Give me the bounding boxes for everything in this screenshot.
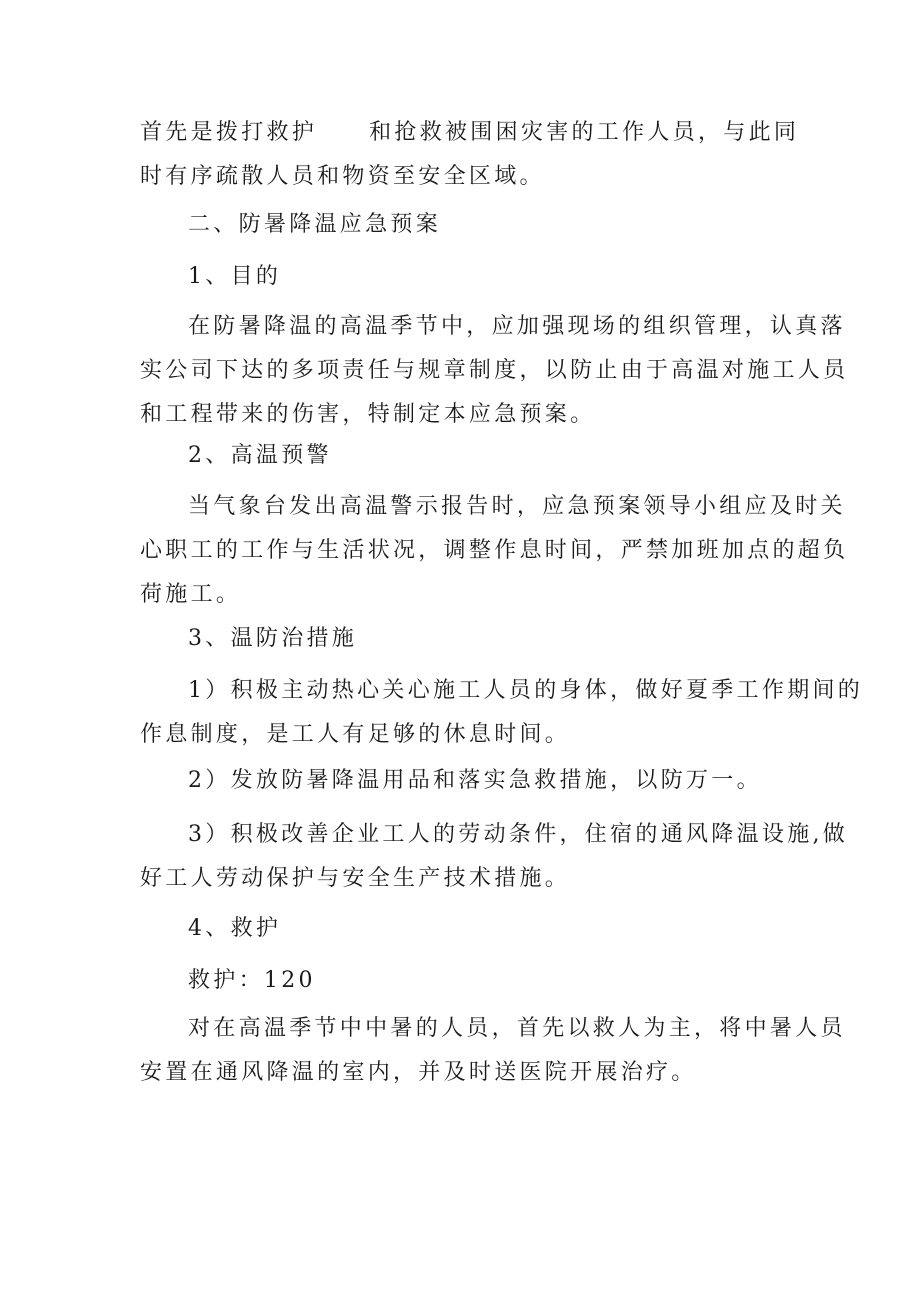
warning-line-2: 心职工的工作与生活状况，调整作息时间，严禁加班加点的超负 xyxy=(140,538,849,563)
subheading-prevention-measures: 3、温防治措施 xyxy=(188,626,358,651)
measure-2-line-1: 2）发放防暑降温用品和落实急救措施，以防万一。 xyxy=(188,768,762,793)
measure-1-line-1: 1）积极主动热心关心施工人员的身体，做好夏季工作期间的 xyxy=(188,678,864,703)
purpose-line-3: 和工程带来的伤害，特制定本应急预案。 xyxy=(140,402,596,427)
measure-3-line-1: 3）积极改善企业工人的劳动条件，住宿的通风降温设施,做 xyxy=(188,822,849,847)
paragraph-1-line-1-part-1: 首先是拨打救护 xyxy=(140,120,318,145)
rescue-line-2: 安置在通风降温的室内，并及时送医院开展治疗。 xyxy=(140,1060,697,1085)
warning-line-1: 当气象台发出高温警示报告时，应急预案领导小组应及时关 xyxy=(188,494,846,519)
measure-1-line-2: 作息制度，是工人有足够的休息时间。 xyxy=(140,722,571,747)
subheading-rescue: 4、救护 xyxy=(188,916,282,941)
measure-3-line-2: 好工人劳动保护与安全生产技术措施。 xyxy=(140,866,571,891)
paragraph-1-line-1-part-2: 和抢救被围困灾害的工作人员，与此同 xyxy=(369,120,800,145)
purpose-line-1: 在防暑降温的高温季节中，应加强现场的组织管理，认真落 xyxy=(188,314,846,339)
rescue-phone: 救护：120 xyxy=(188,968,316,993)
rescue-line-1: 对在高温季节中中暑的人员，首先以救人为主，将中暑人员 xyxy=(188,1016,846,1041)
subheading-purpose: 1、目的 xyxy=(188,264,282,289)
purpose-line-2: 实公司下达的多项责任与规章制度，以防止由于高温对施工人员 xyxy=(140,358,849,383)
paragraph-1-line-2: 时有序疏散人员和物资至安全区域。 xyxy=(140,164,545,189)
paragraph-1-line-1 xyxy=(140,118,800,148)
section-heading-emergency-plan: 二、防暑降温应急预案 xyxy=(188,212,442,237)
warning-line-3: 荷施工。 xyxy=(140,582,242,607)
subheading-high-temp-warning: 2、高温预警 xyxy=(188,443,332,468)
